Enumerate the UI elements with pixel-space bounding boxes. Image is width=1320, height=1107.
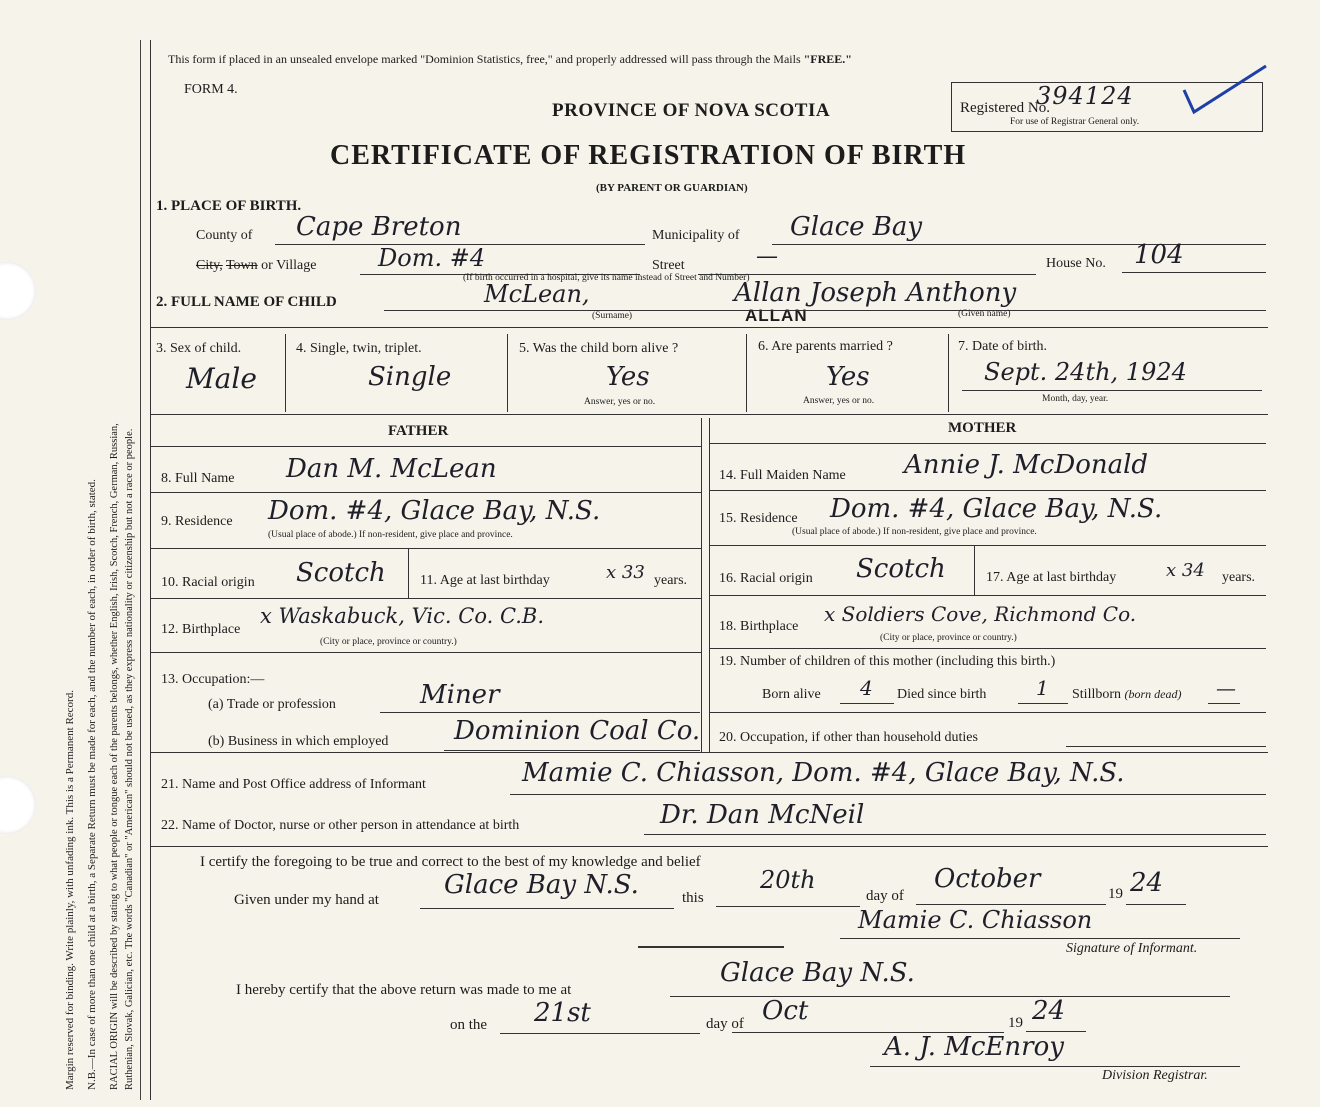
city-label-struck: City, xyxy=(196,258,223,273)
registrar-month: Oct xyxy=(762,996,809,1026)
margin-note-binding: Margin reserved for binding. Write plainly, with unfading ink. This is a Permanent Record. xyxy=(64,690,76,1090)
mother-age-years: years. xyxy=(1222,570,1256,585)
father-residence-caption: (Usual place of abode.) If non-resident, give place and province. xyxy=(268,530,513,540)
divider xyxy=(709,712,1266,713)
mail-notice xyxy=(168,52,852,67)
mother-birthplace-caption: (City or place, province or country.) xyxy=(880,633,1017,643)
informant-line xyxy=(510,794,1266,795)
certificate-title: CERTIFICATE OF REGISTRATION OF BIRTH xyxy=(330,140,967,171)
father-trade-value: Miner xyxy=(420,680,500,710)
house-number-value: 104 xyxy=(1134,240,1184,270)
father-birthplace-label: 12. Birthplace xyxy=(161,622,241,637)
certificate-subtitle: (BY PARENT OR GUARDIAN) xyxy=(596,182,748,194)
given-day-line xyxy=(716,906,860,907)
mother-name-value: Annie J. McDonald xyxy=(904,450,1149,480)
village-label: or Village xyxy=(261,258,317,273)
informant-signature-line xyxy=(840,938,1240,939)
registrar-signature: A. J. McEnroy xyxy=(884,1032,1064,1062)
house-number-label: House No. xyxy=(1046,256,1106,271)
divider xyxy=(150,492,701,493)
margin-note-multiple-births: N.B.—In case of more than one child at a birth, a Separate Return must be made for each, and the number of each, in order of birth, stated. xyxy=(86,479,98,1090)
mother-heading: MOTHER xyxy=(948,420,1017,436)
mother-name-label: 14. Full Maiden Name xyxy=(719,468,846,483)
dob-line xyxy=(962,390,1262,391)
informant-certification: I certify the foregoing to be true and correct to the best of my knowledge and belief xyxy=(200,854,701,870)
given-year-line xyxy=(1126,904,1186,905)
divider xyxy=(150,446,701,447)
father-birthplace-caption: (City or place, province or country.) xyxy=(320,637,457,647)
father-occupation-label: 13. Occupation:— xyxy=(161,672,265,687)
house-number-line xyxy=(1122,272,1266,273)
place-of-birth-label: 1. PLACE OF BIRTH. xyxy=(156,198,302,214)
father-residence-label: 9. Residence xyxy=(161,514,233,529)
divider xyxy=(974,545,975,595)
divider xyxy=(709,490,1266,491)
date-of-birth-label: 7. Date of birth. xyxy=(958,339,1048,354)
informant-value: Mamie C. Chiasson, Dom. #4, Glace Bay, N.S. xyxy=(522,758,1125,788)
child-given-name: Allan Joseph Anthony xyxy=(734,278,1017,308)
mother-residence-caption: (Usual place of abode.) If non-resident, give place and province. xyxy=(792,527,1037,537)
date-of-birth-value: Sept. 24th, 1924 xyxy=(984,358,1187,386)
plurality-value: Single xyxy=(368,362,452,392)
mother-occupation-label: 20. Occupation, if other than household duties xyxy=(719,730,978,745)
divider xyxy=(709,443,1266,444)
father-business-value: Dominion Coal Co. xyxy=(454,716,701,746)
divider xyxy=(948,334,949,412)
divider xyxy=(150,846,1268,847)
registrar-place: Glace Bay N.S. xyxy=(720,958,915,988)
stillborn-note: (born dead) xyxy=(1124,687,1182,701)
divider xyxy=(285,334,286,412)
given-year: 24 xyxy=(1130,868,1164,898)
mother-occupation-line xyxy=(1066,746,1266,747)
divider xyxy=(150,598,701,599)
stillborn-text: Stillborn xyxy=(1072,687,1122,702)
divider xyxy=(709,595,1266,596)
registrar-year-prefix: 19 xyxy=(1008,1015,1023,1031)
child-name-line xyxy=(384,310,1266,311)
given-name-caption: (Given name) xyxy=(958,309,1011,319)
father-residence-value: Dom. #4, Glace Bay, N.S. xyxy=(268,496,601,526)
mother-birthplace-value: x Soldiers Cove, Richmond Co. xyxy=(824,602,1137,626)
died-line xyxy=(1018,703,1068,704)
mother-residence-value: Dom. #4, Glace Bay, N.S. xyxy=(830,494,1163,524)
father-business-label: (b) Business in which employed xyxy=(208,734,389,749)
stillborn-count: — xyxy=(1216,676,1236,700)
margin-border-inner xyxy=(150,40,151,1100)
date-of-birth-caption: Month, day, year. xyxy=(1042,394,1109,404)
doctor-label: 22. Name of Doctor, nurse or other person in attendance at birth xyxy=(161,818,520,833)
registrar-certification: I hereby certify that the above return was made to me at xyxy=(236,982,572,998)
divider xyxy=(150,752,1268,753)
registrar-place-line xyxy=(670,996,1230,997)
divider xyxy=(709,648,1266,649)
father-age-label: 11. Age at last birthday xyxy=(420,573,550,588)
died-since-birth-count: 1 xyxy=(1036,676,1049,700)
father-racial-origin-value: Scotch xyxy=(296,558,386,588)
doctor-line xyxy=(644,834,1266,835)
registered-label: Registered No. xyxy=(960,100,1050,116)
this-label: this xyxy=(682,890,704,906)
mother-residence-label: 15. Residence xyxy=(719,511,798,526)
born-alive-value: Yes xyxy=(606,362,650,392)
stillborn-label xyxy=(1072,687,1182,703)
registrar-day: 21st xyxy=(534,998,591,1028)
parents-married-label: 6. Are parents married ? xyxy=(758,339,893,354)
municipality-line xyxy=(772,244,1266,245)
child-name-label: 2. FULL NAME OF CHILD xyxy=(156,294,337,310)
stillborn-line xyxy=(1208,703,1240,704)
margin-note-racial-origin: RACIAL ORIGIN will be described by stating to what people or tongue each of the parents belongs, whether English, Irish, Scotch, French, German, Russian, xyxy=(109,423,120,1090)
born-alive-count-label: Born alive xyxy=(762,687,821,702)
doctor-value: Dr. Dan McNeil xyxy=(660,800,865,830)
born-alive-label: 5. Was the child born alive ? xyxy=(519,341,679,356)
given-year-prefix: 19 xyxy=(1108,886,1123,902)
county-label: County of xyxy=(196,228,253,243)
registrar-signature-label: Division Registrar. xyxy=(1102,1068,1208,1083)
given-at-label: Given under my hand at xyxy=(234,892,379,908)
divider xyxy=(150,327,1268,328)
father-racial-origin-label: 10. Racial origin xyxy=(161,575,255,590)
divider xyxy=(507,334,508,412)
father-age-years: years. xyxy=(654,573,688,588)
mother-birthplace-label: 18. Birthplace xyxy=(719,619,799,634)
street-value: — xyxy=(756,244,778,269)
province-heading: PROVINCE OF NOVA SCOTIA xyxy=(552,100,831,121)
mother-children-label: 19. Number of children of this mother (including this birth.) xyxy=(719,654,1056,669)
born-alive-count: 4 xyxy=(860,676,873,700)
mother-age-label: 17. Age at last birthday xyxy=(986,570,1117,585)
margin-border xyxy=(140,40,141,1100)
parents-married-caption: Answer, yes or no. xyxy=(803,396,875,406)
born-alive-caption: Answer, yes or no. xyxy=(584,397,656,407)
father-birthplace-value: x Waskabuck, Vic. Co. C.B. xyxy=(260,604,545,628)
child-given-name-stamp: ALLAN xyxy=(745,306,808,325)
registrar-signature-line xyxy=(870,1066,1240,1067)
form-number: FORM 4. xyxy=(184,82,238,97)
given-month-line xyxy=(916,904,1106,905)
binding-hole xyxy=(0,776,36,834)
trade-line xyxy=(380,712,700,713)
city-town-village-label xyxy=(196,258,316,274)
born-alive-line xyxy=(840,703,894,704)
registrar-year: 24 xyxy=(1032,996,1066,1026)
divider xyxy=(150,548,701,549)
father-age-value: x 33 xyxy=(606,562,645,583)
child-surname: McLean, xyxy=(484,280,590,308)
column-divider xyxy=(709,418,710,752)
plurality-label: 4. Single, twin, triplet. xyxy=(296,341,422,356)
informant-signature: Mamie C. Chiasson xyxy=(858,906,1093,934)
registered-number: 394124 xyxy=(1036,82,1134,110)
column-divider xyxy=(701,418,702,752)
mother-racial-origin-value: Scotch xyxy=(856,554,946,584)
informant-signature-label: Signature of Informant. xyxy=(1066,941,1198,956)
municipality-value: Glace Bay xyxy=(790,212,923,242)
surname-caption: (Surname) xyxy=(592,311,633,321)
mail-notice-free: "FREE." xyxy=(803,52,852,66)
father-trade-label: (a) Trade or profession xyxy=(208,697,336,712)
registrar-use-note: For use of Registrar General only. xyxy=(1010,117,1140,127)
separator-line xyxy=(638,946,784,948)
mother-racial-origin-label: 16. Racial origin xyxy=(719,571,813,586)
registrar-day-line xyxy=(500,1033,700,1034)
mother-age-value: x 34 xyxy=(1166,560,1205,581)
village-value: Dom. #4 xyxy=(378,244,486,272)
divider xyxy=(709,545,1266,546)
street-label: Street xyxy=(652,258,685,273)
sex-value: Male xyxy=(186,362,257,395)
father-name-label: 8. Full Name xyxy=(161,471,235,486)
checkmark-icon xyxy=(1180,62,1270,122)
registrar-day-of-label: day of xyxy=(706,1016,744,1032)
hospital-note: (If birth occurred in a hospital, give its name instead of Street and Number) xyxy=(463,273,750,283)
divider xyxy=(150,652,701,653)
divider xyxy=(150,414,1268,415)
business-line xyxy=(444,750,700,751)
given-month: October xyxy=(934,864,1041,894)
mail-notice-text: This form if placed in an unsealed envelope marked "Dominion Statistics, free," and properly addressed will pass through the Mails xyxy=(168,52,801,66)
divider xyxy=(408,548,409,598)
given-at-line xyxy=(420,908,674,909)
died-since-birth-label: Died since birth xyxy=(897,687,987,702)
divider xyxy=(746,334,747,412)
binding-hole xyxy=(0,262,36,320)
given-day-of-label: day of xyxy=(866,888,904,904)
father-name-value: Dan M. McLean xyxy=(286,454,497,484)
given-day: 20th xyxy=(760,866,816,894)
municipality-label: Municipality of xyxy=(652,228,740,243)
margin-note-racial-origin-2: Ruthenian, Slovak, Galician, etc. The words "Canadian" or "American" should not be used, as they express nationality or citizenship but not a race or people. xyxy=(124,428,135,1090)
informant-label: 21. Name and Post Office address of Informant xyxy=(161,777,426,792)
given-at-place: Glace Bay N.S. xyxy=(444,870,639,900)
town-label-struck: Town xyxy=(225,258,258,273)
registrar-on-label: on the xyxy=(450,1017,488,1033)
county-value: Cape Breton xyxy=(296,212,462,242)
parents-married-value: Yes xyxy=(826,362,870,392)
father-heading: FATHER xyxy=(388,423,449,439)
sex-label: 3. Sex of child. xyxy=(156,341,242,356)
